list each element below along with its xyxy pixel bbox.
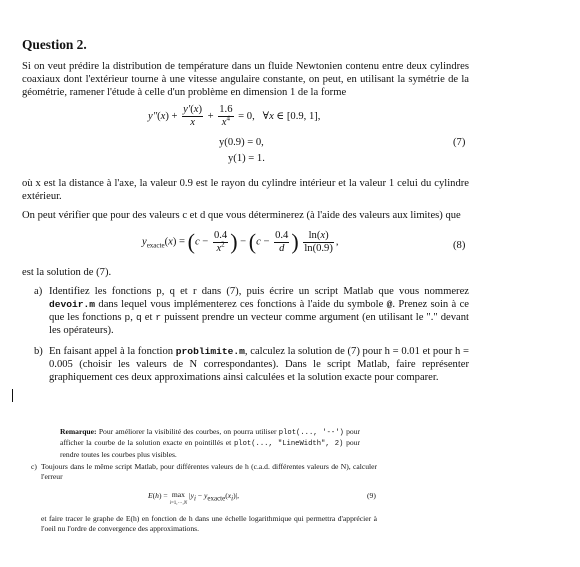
equation-9-number: (9) <box>367 491 376 500</box>
item-b-label: b) <box>34 346 43 357</box>
equation-7-main: y″(x) + $\frac{y'(x)}{x}$ + $\frac{1.6}{x^4}$ = 0, ∀x ∈ [0.9, 1], <box>148 104 321 128</box>
verify-paragraph: On peut vérifier que pour des valeurs c et d que vous déterminerez (à l'aide des valeurs aux limites) que <box>22 210 461 221</box>
equation-8-number: (8) <box>453 240 466 251</box>
item-b-text: En faisant appel à la fonction problimite.m, calculez la solution de (7) pour h = 0.01 et pour h = 0.005 (choisir les valeurs de N correspondantes). Dans le script Matlab, faire représenter graphiquement ces deux approximations ainsi calculées et la solution exacte pour comparer. <box>49 346 469 384</box>
equation-7-bc2: y(1) = 1. <box>228 153 265 164</box>
item-a-text: Identifiez les fonctions p, q et r dans (7), puis écrire un script Matlab que vous nommerez devoir.m dans lequel vous implémenterez ces fonctions à l'aide du symbole @. Prenez soin à ce que les fonctions p, q et r puissent prendre un vecteur comme argument (en utilisant le "." devant les opérateurs). <box>49 286 469 337</box>
solution-text: est la solution de (7). <box>22 267 112 278</box>
remark-block: Remarque: Pour améliorer la visibilité des courbes, on pourra utiliser plot(..., '--') pour afficher la courbe de la solution exacte en pointillés et plot(..., "LineWidth", 2) pour rendre toutes les courbes plus visibles. <box>60 427 361 459</box>
equation-9: E(h) = max i=1,···,N $|y_i - y_{exacte}(x_i)|$, <box>148 490 240 506</box>
after-eq7-paragraph: où x est la distance à l'axe, la valeur 0.9 est le rayon du cylindre intérieur et la valeur 1 celui du cylindre extérieur. <box>22 178 469 203</box>
text-cursor <box>12 389 13 402</box>
item-c-label: c) <box>31 462 37 471</box>
item-a-label: a) <box>34 286 43 297</box>
item-c-text2: et faire tracer le graphe de E(h) en fonction de h dans une échelle logarithmique qui permettra d'apprécier à l'oeil nu l'ordre de convergence des approximations. <box>41 514 377 534</box>
equation-8: $y_{exacte}(x) = (c$ − $\frac{0.4}{x^2}$ ) − (c − $\frac{0.4}{d}$ ) $\frac{\ln(x)}{\ln(0.9)}$ , <box>142 229 339 254</box>
item-c-text: Toujours dans le même script Matlab, pour différentes valeurs de h (c.a.d. différentes valeurs de N), calculer l'erreur <box>41 462 377 482</box>
question-title: Question 2. <box>22 37 87 52</box>
intro-paragraph: Si on veut prédire la distribution de température dans un fluide Newtonien contenu entre deux cylindres coaxiaux dont l'extérieur tourne à une vitesse angulaire constante, on peut, en utilisant la symétrie de la géométrie, ramener l'étude à celle d'un problème en dimension 1 de la forme <box>22 61 469 99</box>
equation-7-number: (7) <box>453 137 466 148</box>
equation-7-bc1: y(0.9) = 0, <box>219 137 264 148</box>
